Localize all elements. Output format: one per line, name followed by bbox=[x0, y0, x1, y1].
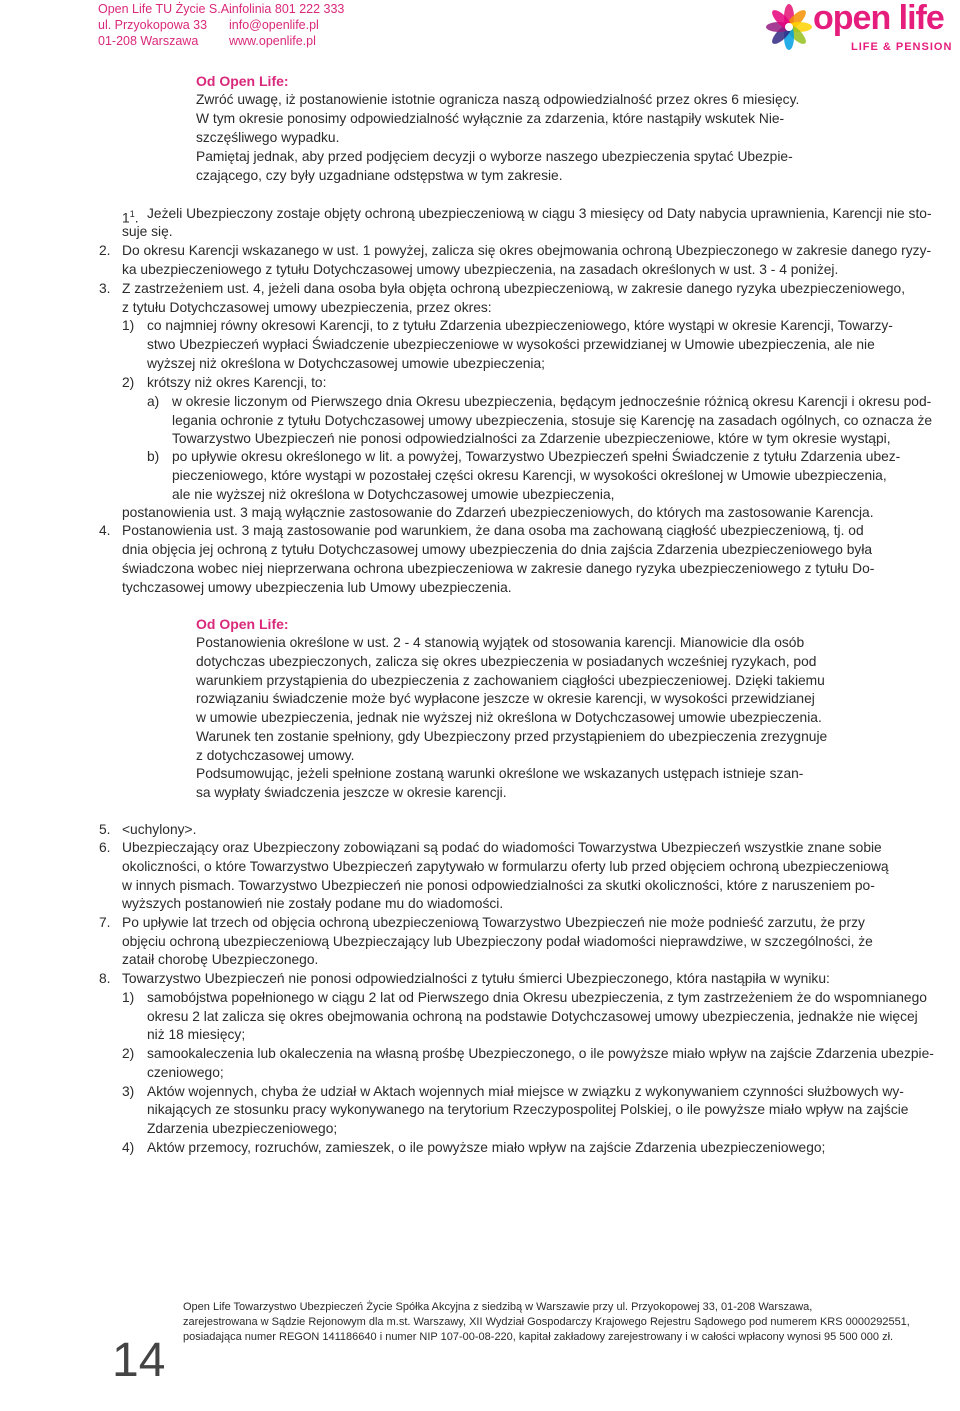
box2-line: rozwiązaniu świadczenie może być wypłacone jeszcze w okresie karencji, w wysokości przewidzianej bbox=[196, 691, 815, 706]
section-1-line: Jeżeli Ubezpieczony zostaje objęty ochroną ubezpieczeniową w ciągu 3 miesięcy od Daty nabycia uprawnienia, Karencji nie sto- bbox=[147, 206, 932, 221]
section-8-line: Towarzystwo Ubezpieczeń nie ponosi odpowiedzialności z tytułu śmierci Ubezpieczonego, która nastąpiła w wyniku: bbox=[122, 971, 830, 986]
logo-subtitle: LIFE & PENSION bbox=[851, 41, 953, 53]
box1-line: Zwróć uwagę, iż postanowienie istotnie ogranicza naszą odpowiedzialność przez okres 6 miesięcy. bbox=[196, 92, 800, 107]
open-life-logo bbox=[765, 0, 953, 53]
box2-line: dotychczas ubezpieczonych, zalicza się okres ubezpieczenia w posiadanych wcześniej ryzykach, pod bbox=[196, 654, 817, 669]
section-7-number: 7. bbox=[99, 915, 111, 930]
section-2-number: 2. bbox=[99, 243, 111, 258]
section-6-line: w innych pismach. Towarzystwo Ubezpieczeń nie ponosi odpowiedzialności za skutki okoliczności, które z naruszeniem po- bbox=[122, 878, 875, 893]
page-number: 14 bbox=[112, 1334, 166, 1387]
section-3-item-line: wyższej niż określona w Dotychczasowej umowie ubezpieczenia; bbox=[147, 356, 545, 371]
section-3-item-line: stwo Ubezpieczeń wypłaci Świadczenie ubezpieczeniowe w wysokości przewidzianej w Umowie ubezpieczenia, ale nie bbox=[147, 337, 875, 352]
section-6-number: 6. bbox=[99, 840, 111, 855]
section-8-item-line: Aktów przemocy, rozruchów, zamieszek, o ile powyższe miało wpływ na zajście Zdarzenia ubezpieczeniowego; bbox=[147, 1140, 826, 1155]
section-3-item-line: co najmniej równy okresowi Karencji, to z tytułu Zdarzenia ubezpieczeniowego, które wystąpi w okresie Karencji, Towarzy- bbox=[147, 318, 893, 333]
section-8-number: 8. bbox=[99, 971, 111, 986]
section-8-item-line: czeniowego; bbox=[147, 1065, 224, 1080]
section-3-subitem-line: w okresie liczonym od Pierwszego dnia Okresu ubezpieczenia, będącym jednocześnie różnicą okresu Karencji i okresu pod- bbox=[172, 394, 932, 409]
section-3-subitem-line: po upływie okresu określonego w lit. a powyżej, Towarzystwo Ubezpieczeń spełni Świadczenie z tytułu Zdarzenia ubez- bbox=[172, 449, 901, 464]
hotline: infolinia 801 222 333 bbox=[229, 2, 345, 16]
section-8-item-number: 3) bbox=[122, 1084, 135, 1099]
section-3-item-line: krótszy niż okres Karencji, to: bbox=[147, 375, 327, 390]
section-8-item-line: niż 18 miesięcy; bbox=[147, 1027, 246, 1042]
section-8-item-line: Zdarzenia ubezpieczeniowego; bbox=[147, 1121, 338, 1136]
section-1-num: 1 bbox=[122, 210, 130, 226]
section-3-subitem-line: Towarzystwo Ubezpieczeń nie ponosi odpowiedzialności za Zdarzenie ubezpieczeniowe, które w tym okresie wystąpi, bbox=[172, 431, 891, 446]
section-6-line: Ubezpieczający oraz Ubezpieczony zobowiązani są podać do wiadomości Towarzystwa Ubezpieczeń wszystkie znane sobie bbox=[122, 840, 882, 855]
box2-line: warunkiem przystąpienia do ubezpieczenia z zachowaniem ciągłości ubezpieczeniowej. Dzięki takiemu bbox=[196, 673, 825, 688]
flower-icon bbox=[765, 3, 815, 53]
email-link[interactable]: info@openlife.pl bbox=[229, 18, 319, 32]
section-3-item-number: 1) bbox=[122, 318, 135, 333]
section-7-line: Po upływie lat trzech od objęcia ochroną ubezpieczeniową Towarzystwo Ubezpieczeń nie może podnieść zarzutu, że przy bbox=[122, 915, 865, 930]
section-3-item-number: 2) bbox=[122, 375, 135, 390]
section-2-line: ka ubezpieczeniowego z tytułu Dotychczasowej umowy ubezpieczenia, na zasadach określonych w ust. 3 - 4 poniżej. bbox=[122, 262, 839, 277]
box2-line: w umowie ubezpieczenia, jednak nie wyższej niż określona w Dotychczasowej umowie ubezpieczenia. bbox=[196, 710, 822, 725]
company-city: 01-208 Warszawa bbox=[98, 34, 199, 48]
section-5-number: 5. bbox=[99, 822, 111, 837]
section-8-item-line: okresu 2 lat zalicza się okres obejmowania ochroną na podstawie Dotychczasowej umowy ubezpieczenia, jednakże nie więcej bbox=[147, 1009, 918, 1024]
footer-legal bbox=[183, 1300, 910, 1345]
section-3-subitem-line: pieczeniowego, które wystąpi w pozostałej części okresu Karencji, w wysokości określonej w Umowie ubezpieczenia, bbox=[172, 468, 887, 483]
section-8-item-line: samookaleczenia lub okaleczenia na własną prośbę Ubezpieczonego, o ile powyższe miało wpływ na zajście Zdarzenia ubezpie- bbox=[147, 1046, 934, 1061]
section-7-line: zataił chorobę Ubezpieczonego. bbox=[122, 952, 319, 967]
footer-line: Open Life Towarzystwo Ubezpieczeń Życie Spółka Akcyjna z siedzibą w Warszawie przy ul. Przyokopowej 33, 01-208 Warszawa, bbox=[183, 1301, 813, 1313]
section-4-line: tychczasowej umowy ubezpieczenia lub Umowy ubezpieczenia. bbox=[122, 580, 512, 595]
box2-line: z dotychczasowej umowy. bbox=[196, 748, 355, 763]
section-2-line: Do okresu Karencji wskazanego w ust. 1 powyżej, zalicza się okres obejmowania ochroną Ubezpieczonego w zakresie danego ryzy- bbox=[122, 243, 932, 258]
section-3-subitem-letter: b) bbox=[147, 449, 160, 464]
section-4-number: 4. bbox=[99, 523, 111, 538]
section-7-line: objęciu ochroną ubezpieczeniową Ubezpieczający lub Ubezpieczony podał wiadomości nieprawdziwe, w szczególności, że bbox=[122, 934, 873, 949]
box2-line: sa wypłaty świadczenia jeszcze w okresie karencji. bbox=[196, 785, 507, 800]
footer-line: posiadająca numer REGON 141186640 i numer NIP 107-00-08-220, kapitał zakładowy zarejestrowany i w całości wpłacony wynosi 95 500 000 zł. bbox=[183, 1331, 894, 1343]
header-contact bbox=[229, 1, 344, 49]
section-4-line: dnia objęcia jej ochroną z tytułu Dotychczasowej umowy ubezpieczenia do dnia zajścia Zdarzenia ubezpieczeniowego była bbox=[122, 542, 873, 557]
box2-line: Podsumowując, jeżeli spełnione zostaną warunki określone we wskazanych ustępach istnieje szan- bbox=[196, 766, 804, 781]
company-name: Open Life TU Życie S.A. bbox=[98, 2, 233, 16]
box1-line: czającego, czy były uzgadniane odstępstwa w tym zakresie. bbox=[196, 168, 563, 183]
section-3-subitem-line: ale nie wyższej niż określona w Dotychczasowej umowie ubezpieczenia, bbox=[172, 487, 615, 502]
section-3-subitem-letter: a) bbox=[147, 394, 160, 409]
section-8-item-line: nikających ze stosunku pracy wykonywanego na terytorium Rzeczypospolitej Polskiej, o ile powyższe miało wpływ na zajście bbox=[147, 1102, 909, 1117]
section-8-item-number: 1) bbox=[122, 990, 135, 1005]
section-5-line: <uchylony>. bbox=[122, 822, 197, 837]
box1-line: szczęśliwego wypadku. bbox=[196, 130, 340, 145]
section-8-item-line: samobójstwa popełnionego w ciągu 2 lat od Pierwszego dnia Okresu ubezpieczenia, z tym zastrzeżeniem że do wspomnianego bbox=[147, 990, 927, 1005]
section-3-line: z tytułu Dotychczasowej umowy ubezpieczenia, przez okres: bbox=[122, 300, 492, 315]
section-1-line: suje się. bbox=[122, 224, 173, 239]
box1-title: Od Open Life: bbox=[196, 73, 289, 89]
section-3-closing: postanowienia ust. 3 mają wyłącznie zastosowanie do Zdarzeń ubezpieczeniowych, do których ma zastosowanie Karencja. bbox=[122, 505, 874, 520]
box2-line: Warunek ten zostanie spełniony, gdy Ubezpieczony przed przystąpieniem do ubezpieczenia zrezygnuje bbox=[196, 729, 828, 744]
section-1-sup: 1 bbox=[129, 209, 135, 219]
header-company bbox=[98, 1, 233, 49]
company-street: ul. Przyokopowa 33 bbox=[98, 18, 208, 32]
section-3-number: 3. bbox=[99, 281, 111, 296]
logo-text: open life bbox=[813, 0, 944, 37]
box1-line: Pamiętaj jednak, aby przed podjęciem decyzji o wyborze naszego ubezpieczenia spytać Ubezpie- bbox=[196, 149, 793, 164]
section-8-item-line: Aktów wojennych, chyba że udział w Aktach wojennych miał miejsce w związku z wykonywaniem czynności służbowych wy- bbox=[147, 1084, 904, 1099]
section-1-dot: . bbox=[134, 210, 139, 226]
section-6-line: wyższych postanowień nie zostały podane mu do wiadomości. bbox=[122, 896, 504, 911]
section-4-line: świadczona wobec niej nieprzerwana ochrona ubezpieczeniowa w zakresie danego ryzyka ubezpieczeniowego z tytułu Do- bbox=[122, 561, 875, 576]
website-link[interactable]: www.openlife.pl bbox=[229, 34, 316, 48]
footer-line: zarejestrowana w Sądzie Rejonowym dla m.st. Warszawy, XII Wydział Gospodarczy Krajowego Rejestru Sądowego pod numerem KRS 0000292551, bbox=[183, 1316, 910, 1328]
box2-line: Postanowienia określone w ust. 2 - 4 stanowią wyjątek od stosowania karencji. Mianowicie dla osób bbox=[196, 635, 805, 650]
box2-title: Od Open Life: bbox=[196, 616, 289, 632]
section-3-line: Z zastrzeżeniem ust. 4, jeżeli dana osoba była objęta ochroną ubezpieczeniową, w zakresie danego ryzyka ubezpieczeniowego, bbox=[122, 281, 906, 296]
box1-line: W tym okresie ponosimy odpowiedzialność wyłącznie za zdarzenia, które nastąpiły wskutek Nie- bbox=[196, 111, 785, 126]
section-8-item-number: 2) bbox=[122, 1046, 135, 1061]
section-6-line: okoliczności, o które Towarzystwo Ubezpieczeń zapytywało w formularzu oferty lub przed objęciem ochroną ubezpieczeniową bbox=[122, 859, 889, 874]
section-4-line: Postanowienia ust. 3 mają zastosowanie pod warunkiem, że dana osoba ma zachowaną ciągłość ubezpieczeniową, tj. od bbox=[122, 523, 864, 538]
section-3-subitem-line: legania ochronie z tytułu Dotychczasowej umowy ubezpieczenia, stosuje się Karencję na zasadach ogólnych, co oznacza że bbox=[172, 413, 933, 428]
section-8-item-number: 4) bbox=[122, 1140, 135, 1155]
